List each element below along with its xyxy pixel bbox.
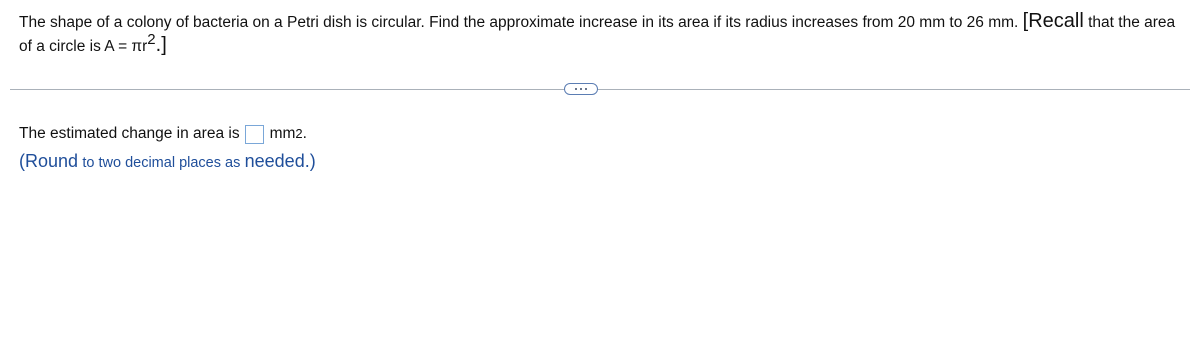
note-close: needed.) [244, 151, 316, 171]
ellipsis-dot-icon [585, 88, 587, 90]
answer-input-box[interactable] [245, 125, 264, 144]
question-main: The shape of a colony of bacteria on a Petri dish is circular. Find the approximate increase in its area if its radius increases from 20 mm to 26 mm. [19, 14, 1019, 31]
ellipsis-dot-icon [580, 88, 582, 90]
note-open: (Round [19, 151, 79, 171]
answer-unit: mm [269, 125, 296, 142]
answer-prefix: The estimated change in area is [19, 125, 240, 142]
question-recall-word: [Recall [1022, 10, 1084, 32]
answer-line: The estimated change in area is mm 2 . [19, 122, 307, 146]
more-options-button[interactable] [564, 83, 598, 95]
note-middle: to two decimal places as [82, 155, 241, 171]
question-closing: .] [155, 34, 167, 56]
question-exponent: 2 [147, 31, 156, 48]
question-text [19, 10, 1189, 58]
rounding-note [19, 149, 316, 175]
answer-suffix: . [302, 125, 307, 142]
question-recall-rest: that the area of a circle is A = πr [19, 14, 1176, 55]
ellipsis-dot-icon [575, 88, 577, 90]
section-divider [10, 89, 1190, 90]
